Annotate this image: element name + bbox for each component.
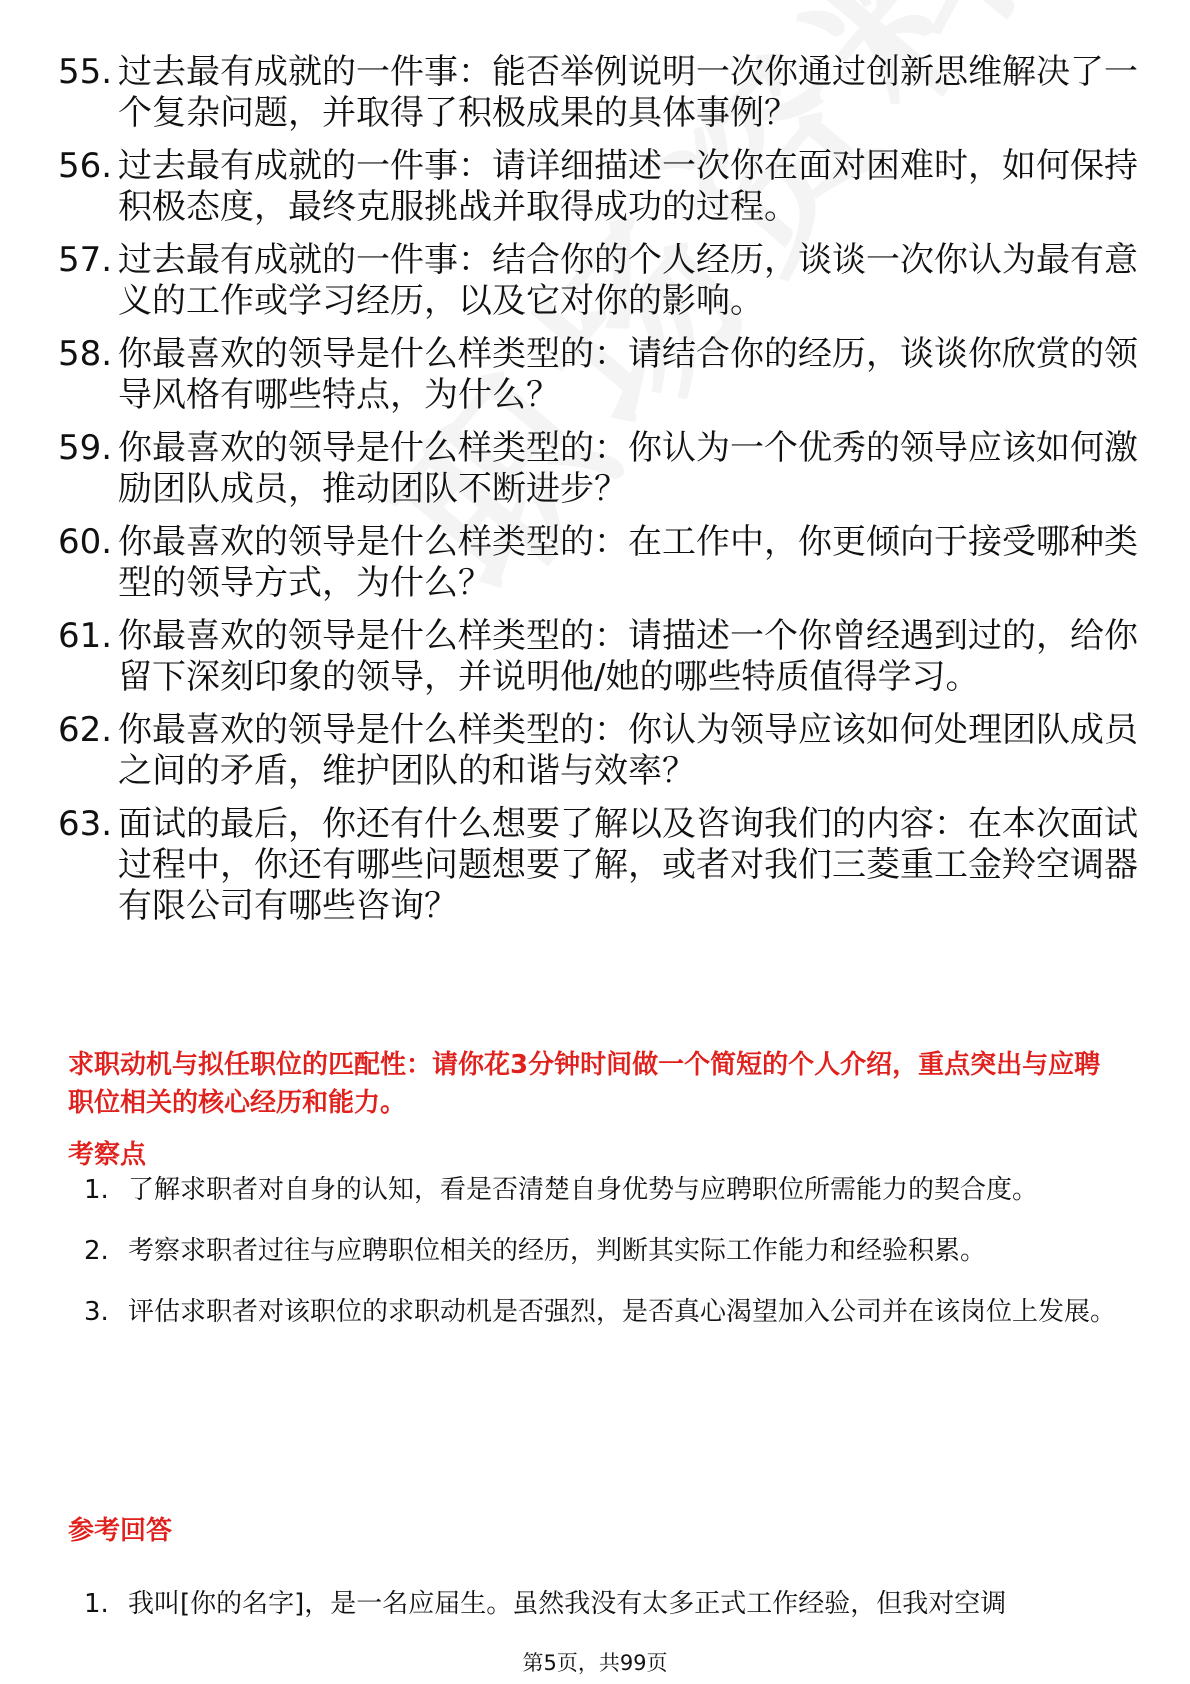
question-number: 60. (58, 522, 113, 562)
question-number: 59. (58, 428, 113, 468)
assessment-number: 1. (84, 1175, 109, 1205)
question-item (58, 804, 1138, 927)
question-text: 你最喜欢的领导是什么样类型的：在工作中，你更倾向于接受哪种类型的领导方式，为什么？ (118, 522, 1138, 603)
reference-number: 1. (84, 1589, 109, 1619)
question-number: 58. (58, 334, 113, 374)
question-item (58, 710, 1138, 792)
question-text: 你最喜欢的领导是什么样类型的：请结合你的经历，谈谈你欣赏的领导风格有哪些特点，为什么？ (118, 334, 1138, 415)
page-footer: 第5页，共99页 (522, 1651, 668, 1675)
assessment-item (84, 1282, 1124, 1343)
question-text: 过去最有成就的一件事：结合你的个人经历，谈谈一次你认为最有意义的工作或学习经历，以及它对你的影响。 (118, 240, 1138, 321)
assessment-list (84, 1160, 1124, 1343)
question-text: 过去最有成就的一件事：请详细描述一次你在面对困难时，如何保持积极态度，最终克服挑战并取得成功的过程。 (118, 146, 1138, 227)
assessment-text: 评估求职者对该职位的求职动机是否强烈，是否真心渴望加入公司并在该岗位上发展。 (128, 1297, 1117, 1327)
assessment-text: 考察求职者过往与应聘职位相关的经历，判断其实际工作能力和经验积累。 (128, 1236, 987, 1266)
highlight-question: 求职动机与拟任职位的匹配性：请你花3分钟时间做一个简短的个人介绍，重点突出与应聘职位相关的核心经历和能力。 (68, 1050, 1101, 1118)
question-number: 63. (58, 804, 113, 844)
assessment-item (84, 1221, 1124, 1282)
assessment-number: 3. (84, 1297, 109, 1327)
question-number: 55. (58, 52, 113, 92)
reference-item (84, 1584, 1124, 1624)
question-item (58, 334, 1138, 416)
question-item (58, 428, 1138, 510)
assessment-label: 考察点 (68, 1140, 147, 1170)
question-number: 57. (58, 240, 113, 280)
assessment-text: 了解求职者对自身的认知，看是否清楚自身优势与应聘职位所需能力的契合度。 (128, 1175, 1039, 1205)
question-item (58, 240, 1138, 322)
question-text: 你最喜欢的领导是什么样类型的：请描述一个你曾经遇到过的，给你留下深刻印象的领导，并说明他/她的哪些特质值得学习。 (118, 616, 1138, 697)
question-item (58, 146, 1138, 228)
question-item (58, 522, 1138, 604)
question-text: 你最喜欢的领导是什么样类型的：你认为领导应该如何处理团队成员之间的矛盾，维护团队的和谐与效率？ (118, 710, 1138, 791)
assessment-item (84, 1160, 1124, 1221)
reference-list (84, 1584, 1124, 1624)
question-list (58, 52, 1138, 939)
question-item (58, 52, 1138, 134)
reference-label: 参考回答 (68, 1516, 173, 1546)
question-text: 过去最有成就的一件事：能否举例说明一次你通过创新思维解决了一个复杂问题，并取得了积极成果的具体事例？ (118, 52, 1138, 133)
question-number: 62. (58, 710, 113, 750)
question-item (58, 616, 1138, 698)
question-text: 你最喜欢的领导是什么样类型的：你认为一个优秀的领导应该如何激励团队成员，推动团队不断进步？ (118, 428, 1138, 509)
question-number: 61. (58, 616, 113, 656)
reference-text: 我叫[你的名字]，是一名应届生。虽然我没有太多正式工作经验，但我对空调 (128, 1589, 1007, 1619)
question-number: 56. (58, 146, 113, 186)
assessment-number: 2. (84, 1236, 109, 1266)
question-text: 面试的最后，你还有什么想要了解以及咨询我们的内容：在本次面试过程中，你还有哪些问题想要了解，或者对我们三菱重工金羚空调器有限公司有哪些咨询？ (118, 804, 1138, 926)
